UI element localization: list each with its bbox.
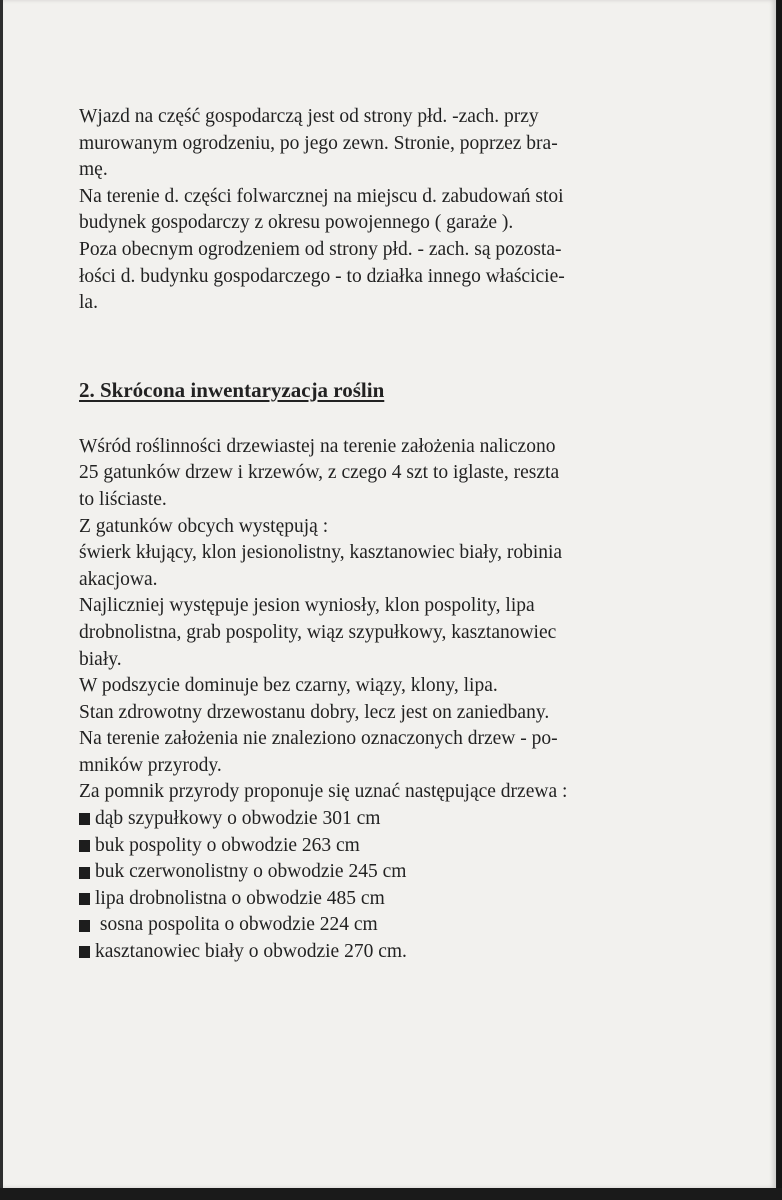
text-line: 25 gatunków drzew i krzewów, z czego 4 szt to iglaste, reszta <box>79 462 560 484</box>
intro-paragraph <box>79 104 679 317</box>
text-line: Poza obecnym ogrodzeniem od strony płd. - zach. są pozosta- <box>79 238 562 260</box>
square-bullet-icon <box>79 867 90 879</box>
text-line: Za pomnik przyrody proponuje się uznać następujące drzewa : <box>79 781 568 803</box>
tree-item-text: kasztanowiec biały o obwodzie 270 cm. <box>95 941 407 963</box>
list-item <box>79 886 679 913</box>
square-bullet-icon <box>79 946 90 958</box>
text-line: W podszycie dominuje bez czarny, wiązy, klony, lipa. <box>79 675 498 697</box>
list-item <box>79 806 679 833</box>
list-item <box>79 833 679 860</box>
square-bullet-icon <box>79 893 90 905</box>
text-line: Najliczniej występuje jesion wyniosły, klon pospolity, lipa <box>79 595 535 617</box>
text-line: la. <box>79 292 98 314</box>
text-line: biały. <box>79 648 122 670</box>
tree-list <box>79 806 679 966</box>
scan-edge-right <box>777 0 782 1200</box>
list-item <box>79 939 679 966</box>
square-bullet-icon <box>79 840 90 852</box>
scan-edge-bottom <box>0 1188 782 1200</box>
tree-item-text: lipa drobnolistna o obwodzie 485 cm <box>95 887 385 909</box>
text-line: drobnolistna, grab pospolity, wiąz szypułkowy, kasztanowiec <box>79 621 557 643</box>
text-line: Na terenie d. części folwarcznej na miejscu d. zabudowań stoi <box>79 185 564 207</box>
body-paragraph <box>79 434 679 806</box>
text-line: Na terenie założenia nie znaleziono oznaczonych drzew - po- <box>79 728 558 750</box>
text-line: akacjowa. <box>79 568 158 590</box>
text-line: budynek gospodarczy z okresu powojennego ( garaże ). <box>79 212 514 234</box>
page-content <box>79 104 679 966</box>
text-line: Stan zdrowotny drzewostanu dobry, lecz jest on zaniedbany. <box>79 701 550 723</box>
tree-item-text: dąb szypułkowy o obwodzie 301 cm <box>95 808 381 830</box>
list-item <box>79 859 679 886</box>
text-line: Wśród roślinności drzewiastej na terenie założenia naliczono <box>79 435 556 457</box>
section-heading: 2. Skrócona inwentaryzacja roślin <box>79 377 385 402</box>
text-line: mników przyrody. <box>79 754 222 776</box>
square-bullet-icon <box>79 920 90 932</box>
text-line: Wjazd na część gospodarczą jest od strony płd. -zach. przy <box>79 106 539 127</box>
square-bullet-icon <box>79 813 90 825</box>
tree-item-text: buk czerwonolistny o obwodzie 245 cm <box>95 861 407 883</box>
text-line: Z gatunków obcych występują : <box>79 515 329 537</box>
text-line: to liściaste. <box>79 488 167 510</box>
text-line: murowanym ogrodzeniu, po jego zewn. Stronie, poprzez bra- <box>79 132 558 154</box>
tree-item-text: buk pospolity o obwodzie 263 cm <box>95 834 360 856</box>
list-item <box>79 912 679 939</box>
text-line: łości d. budynku gospodarczego - to działka innego właścicie- <box>79 265 565 287</box>
tree-item-text: sosna pospolita o obwodzie 224 cm <box>95 914 378 936</box>
document-page <box>3 0 778 1188</box>
text-line: mę. <box>79 159 108 181</box>
text-line: świerk kłujący, klon jesionolistny, kasztanowiec biały, robinia <box>79 542 563 564</box>
